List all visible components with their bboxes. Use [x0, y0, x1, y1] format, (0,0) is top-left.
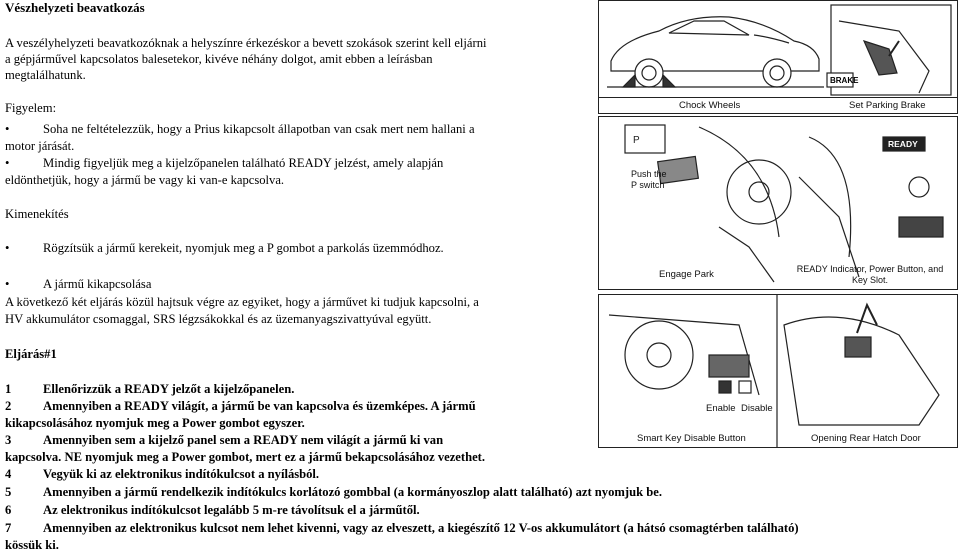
section-paragraph-2: HV akkumulátor csomaggal, SRS légzsákokkal és az üzemanyagszivattyúval együtt. [5, 312, 432, 326]
section-heading: Kimenekítés [5, 207, 69, 221]
figure-chock-parking [598, 0, 958, 114]
page-title: Vészhelyzeti beavatkozás [5, 0, 145, 15]
brake-label: BRAKE [830, 76, 859, 85]
ready-indicator: READY [888, 139, 918, 149]
enable-label: Enable [706, 403, 736, 414]
caption-smartkey-disable: Smart Key Disable Button [637, 433, 746, 444]
step-1: 1 Ellenőrizzük a READY jelzőt a kijelzőpanelen. [5, 382, 295, 396]
smartkey-hatch-illustration [599, 295, 957, 447]
svg-text:P: P [633, 135, 640, 146]
section-paragraph-1: A következő két eljárás közül hajtsuk végre az egyiket, hogy a járművet ki tudjuk kapcsolni, a [5, 295, 479, 309]
intro-line-3: megtalálhatunk. [5, 68, 86, 82]
caption-engage-park: Engage Park [659, 269, 714, 280]
step-4: 4 Vegyük ki az elektronikus indítókulcsot a nyílásból. [5, 467, 320, 481]
warning-bullet-1: • Soha ne feltételezzük, hogy a Prius kikapcsolt állapotban van csak mert nem hallani a [5, 122, 475, 136]
caption-chock-wheels: Chock Wheels [679, 100, 741, 111]
intro-line-2: a gépjárművel kapcsolatos balesetekor, kivéve néhány dolgot, amit ebben a leírásban [5, 52, 433, 66]
disable-label: Disable [741, 403, 773, 414]
intro-line-1: A veszélyhelyzeti beavatkozóknak a helyszínre érkezéskor a bevett szokások szerint kell eljárni [5, 36, 487, 50]
step-6: 6 Az elektronikus indítókulcsot legalább 5 m-re távolítsuk el a járműtől. [5, 503, 420, 517]
caption-parking-brake: Set Parking Brake [849, 100, 926, 111]
warning-bullet-2: • Mindig figyeljük meg a kijelzőpanelen található READY jelzést, amely alapján [5, 156, 444, 170]
step-3-cont: kapcsolva. NE nyomjuk meg a Power gombot, mert ez a jármű bekapcsolásához vezethet. [5, 450, 486, 464]
warning-bullet-2-cont: eldönthetjük, hogy a jármű be vagy ki van-e kapcsolva. [5, 173, 285, 187]
warning-bullet-1-cont: motor járását. [5, 139, 75, 153]
step-2-cont: kikapcsolásához nyomjuk meg a Power gombot egyszer. [5, 416, 305, 430]
step-7-cont: kössük ki. [5, 538, 59, 552]
push-p-caption: Push the P switch [631, 169, 667, 190]
step-3: 3 Amennyiben sem a kijelző panel sem a READY nem világít a jármű ki van [5, 433, 444, 447]
step-5: 5 Amennyiben a jármű rendelkezik indítókulcs korlátozó gombbal (a kormányoszlop alatt található) azt nyomjuk be. [5, 485, 662, 499]
figure-engage-park-ready [598, 116, 958, 290]
section-bullet-1: • Rögzítsük a jármű kerekeit, nyomjuk meg a P gombot a parkolás üzemmódhoz. [5, 241, 444, 255]
section-bullet-2: • A jármű kikapcsolása [5, 277, 152, 291]
step-7: 7 Amennyiben az elektronikus kulcsot nem lehet kivenni, vagy az elveszett, a kiegészítő 12 V-os akkumulátort (a hátsó csomagtérben található) [5, 521, 799, 535]
caption-rear-hatch: Opening Rear Hatch Door [811, 433, 921, 444]
procedure-heading: Eljárás#1 [5, 347, 57, 361]
warning-heading: Figyelem: [5, 101, 57, 115]
step-2: 2 Amennyiben a READY világít, a jármű be van kapcsolva és üzemképes. A jármű [5, 399, 476, 413]
caption-ready-indicator: READY Indicator, Power Button, and Key Slot. [796, 264, 944, 285]
figure-smartkey-hatch [598, 294, 958, 448]
